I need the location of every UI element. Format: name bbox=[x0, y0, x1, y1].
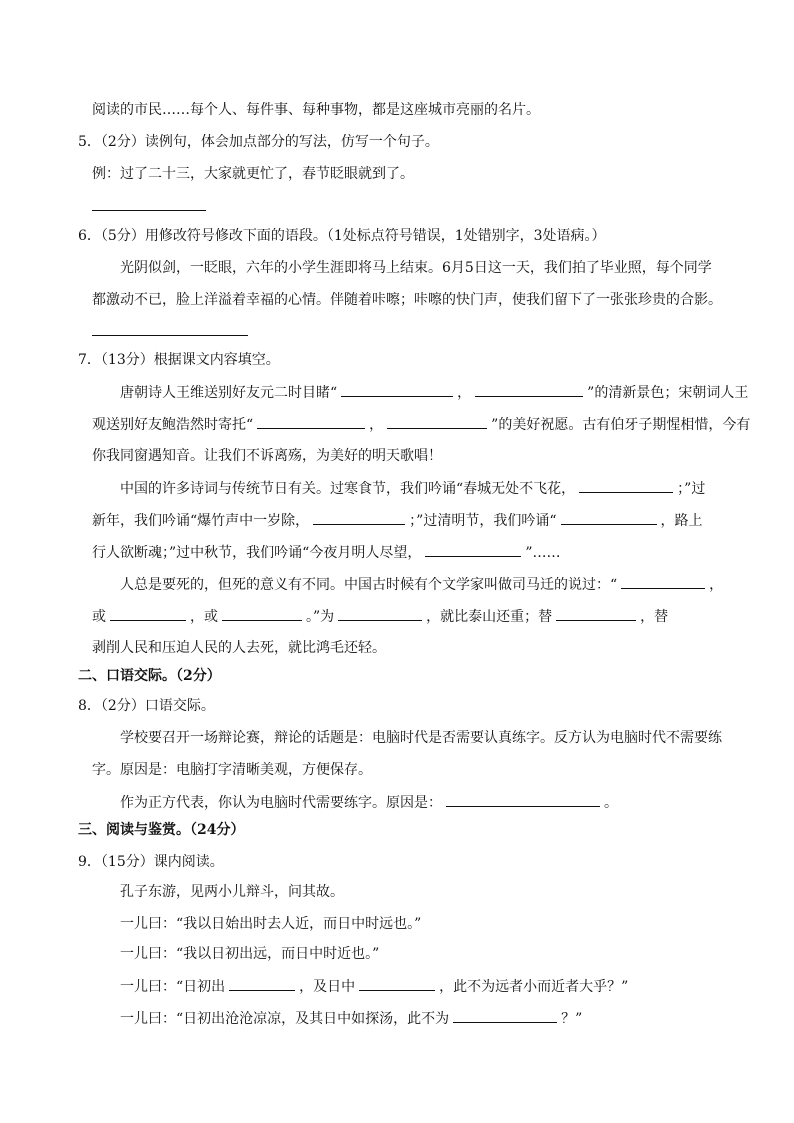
question-6-heading: 6．（5分）用修改符号修改下面的语段。（1处标点符号错误，1处错别字，3处语病。） bbox=[78, 228, 606, 244]
question-5-heading: 5．（2分）读例句，体会加点部分的写法，仿写一个句子。 bbox=[78, 134, 439, 150]
text: 新年，我们吟诵“爆竹声中一岁除， bbox=[92, 513, 310, 529]
question-8-passage-line: 字。原因是：电脑打字清晰美观，方便保存。 bbox=[92, 762, 372, 778]
text: ，此不为远者小而近者大乎？” bbox=[439, 979, 629, 995]
fill-blank[interactable] bbox=[313, 510, 405, 525]
question-9-text-line bbox=[120, 1008, 582, 1028]
fill-blank[interactable] bbox=[359, 976, 435, 991]
fill-blank[interactable] bbox=[257, 414, 365, 429]
fill-blank[interactable] bbox=[446, 792, 600, 807]
text: ，路上 bbox=[660, 513, 703, 529]
text: 行人欲断魂；”过中秋节，我们吟诵“今夜月明人尽望， bbox=[92, 545, 422, 561]
text: ”的美好祝愿。古有伯牙子期惺相惜，今有 bbox=[491, 417, 751, 433]
text: ”的清新景色；宋朝词人王 bbox=[587, 385, 749, 401]
text: ， bbox=[369, 417, 384, 433]
fill-blank[interactable] bbox=[338, 606, 422, 621]
fill-blank[interactable] bbox=[561, 510, 657, 525]
fill-blank[interactable] bbox=[341, 382, 453, 397]
text: ，及日中 bbox=[299, 979, 356, 995]
text: 或 bbox=[92, 609, 106, 625]
fill-blank[interactable] bbox=[222, 606, 302, 621]
question-7-line bbox=[92, 414, 750, 434]
text: 人总是要死的，但死的意义有不同。中国古时候有个文学家叫做司马迁的说过：“ bbox=[120, 577, 618, 593]
text: 观送别好友鲍浩然时寄托“ bbox=[92, 417, 254, 433]
text: ， bbox=[457, 385, 472, 401]
text: ， bbox=[709, 577, 724, 593]
text: ”…… bbox=[525, 545, 561, 561]
question-7-line bbox=[92, 510, 703, 530]
text: 。”为 bbox=[306, 609, 335, 625]
fill-blank[interactable] bbox=[556, 606, 636, 621]
question-7-line bbox=[92, 606, 668, 626]
text: ；”过 bbox=[677, 481, 706, 497]
text: 一儿曰：“日初出 bbox=[120, 979, 226, 995]
question-5-example: 例：过了二十三，大家就更忙了，春节眨眼就到了。 bbox=[92, 166, 414, 182]
question-8-answer-line bbox=[120, 792, 618, 812]
question-6-passage-line: 光阴似剑，一眨眼，六年的小学生涯即将马上结束。6月5日这一天，我们拍了毕业照，每个同学 bbox=[120, 260, 712, 276]
question-8-heading: 8．（2分）口语交际。 bbox=[78, 698, 215, 714]
question-9-text-line bbox=[120, 976, 628, 996]
text: 。 bbox=[604, 795, 618, 811]
question-7-line: 剥削人民和压迫人民的人去死，就比鸿毛还轻。 bbox=[92, 640, 386, 656]
section-2-heading: 二、口语交际。（2分） bbox=[78, 668, 221, 684]
fill-blank[interactable] bbox=[387, 414, 487, 429]
text: ，或 bbox=[190, 609, 218, 625]
question-6-passage-line: 都激动不已，脸上洋溢着幸福的心情。伴随着咔嚓；咔嚓的快门声，使我们留下了一张张珍贵的合影。 bbox=[92, 292, 722, 308]
text: ？” bbox=[561, 1011, 583, 1027]
text: 作为正方代表，你认为电脑时代需要练字。原因是： bbox=[120, 795, 442, 811]
question-7-line bbox=[120, 382, 748, 402]
text-line: 阅读的市民……每个人、每件事、每种事物，都是这座城市亮丽的名片。 bbox=[92, 102, 540, 118]
answer-line[interactable] bbox=[92, 335, 248, 336]
question-8-passage-line: 学校要召开一场辩论赛，辩论的话题是：电脑时代是否需要认真练字。反方认为电脑时代不需要练 bbox=[120, 730, 722, 746]
question-9-heading: 9．（15分）课内阅读。 bbox=[78, 854, 224, 870]
fill-blank[interactable] bbox=[621, 574, 705, 589]
text: 唐朝诗人王维送别好友元二时目睹“ bbox=[120, 385, 338, 401]
question-7-line bbox=[120, 574, 723, 594]
question-7-line bbox=[120, 478, 705, 498]
fill-blank[interactable] bbox=[453, 1008, 557, 1023]
question-7-line: 你我同窗遇知音。让我们不诉离殇，为美好的明天歌唱！ bbox=[92, 448, 442, 464]
fill-blank[interactable] bbox=[475, 382, 583, 397]
question-9-text-line: 一儿曰：“我以日初出远，而日中时近也。” bbox=[120, 946, 380, 962]
text: ，替 bbox=[640, 609, 669, 625]
question-7-heading: 7．（13分）根据课文内容填空。 bbox=[78, 352, 280, 368]
fill-blank[interactable] bbox=[425, 542, 521, 557]
text: 中国的许多诗词与传统节日有关。过寒食节，我们吟诵“春城无处不飞花， bbox=[120, 481, 576, 497]
text: ；”过清明节，我们吟诵“ bbox=[409, 513, 557, 529]
fill-blank[interactable] bbox=[579, 478, 673, 493]
question-9-text-line: 一儿曰：“我以日始出时去人近，而日中时远也。” bbox=[120, 916, 422, 932]
fill-blank[interactable] bbox=[110, 606, 186, 621]
section-3-heading: 三、阅读与鉴赏。（24分） bbox=[78, 822, 245, 838]
fill-blank[interactable] bbox=[229, 976, 295, 991]
text: ，就比泰山还重；替 bbox=[426, 609, 553, 625]
answer-line[interactable] bbox=[92, 210, 206, 211]
question-9-text-line: 孔子东游，见两小儿辩斗，问其故。 bbox=[120, 884, 344, 900]
text: 一儿曰：“日初出沧沧凉凉，及其日中如探汤，此不为 bbox=[120, 1011, 450, 1027]
question-7-line bbox=[92, 542, 561, 562]
